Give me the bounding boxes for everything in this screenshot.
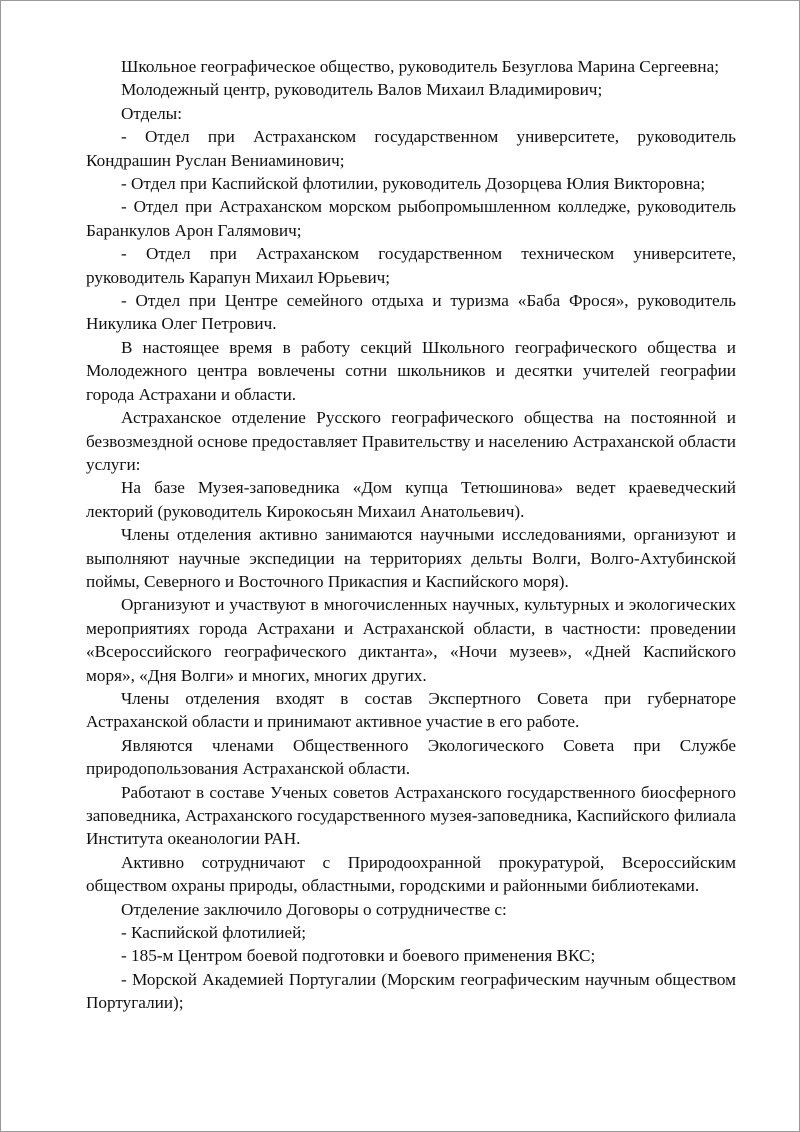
paragraph: - 185-м Центром боевой подготовки и боевого применения ВКС; [121, 946, 596, 966]
paragraph: Астраханское отделение Русского географического общества на постоянной и безвозмездной основе предоставляет Правительству и населению Астраханской области услуги: [86, 408, 736, 474]
paragraph: Активно сотрудничают с Природоохранной прокуратурой, Всероссийским обществом охраны природы, областными, городскими и районными библиотеками. [86, 852, 736, 896]
paragraph: На базе Музея-заповедника «Дом купца Тетюшинова» ведет краеведческий лекторий (руководитель Кирокосьян Михаил Анатольевич). [86, 478, 736, 521]
paragraph: Школьное географическое общество, руководитель Безуглова Марина Сергеевна; [121, 57, 720, 76]
paragraph: Члены отделения входят в состав Экспертного Совета при губернаторе Астраханской области и принимают активное участие в его работе. [86, 688, 736, 732]
paragraph: - Морской Академией Португалии (Морским географическим научным обществом Португалии); [86, 969, 736, 1013]
paragraph: Организуют и участвуют в многочисленных научных, культурных и экологических мероприятиях города Астрахани и Астраханской области, в частности: проведении «Всероссийского географического диктанта», «Ночи музеев», «Дней Каспийского моря», «Дня Волги» и многих, многих других. [86, 595, 736, 685]
paragraph: В настоящее время в работу секций Школьного географического общества и Молодежного центра вовлечены сотни школьников и десятки учителей географии города Астрахани и области. [86, 337, 736, 404]
paragraph: - Отдел при Каспийской флотилии, руководитель Дозорцева Юлия Викторовна; [121, 174, 706, 194]
paragraph: Отделение заключило Договоры о сотрудничестве с: [121, 899, 507, 919]
paragraph: - Отдел при Центре семейного отдыха и туризма «Баба Фрося», руководитель Никулика Олег Петрович. [86, 291, 736, 334]
paragraph: Работают в составе Ученых советов Астраханского государственного биосферного заповедника, Астраханского государственного музея-заповедника, Каспийского филиала Института океанологии РАН. [86, 782, 736, 849]
paragraph: - Отдел при Астраханском государственном техническом университете, руководитель Карапун Михаил Юрьевич; [86, 244, 736, 287]
paragraph: - Отдел при Астраханском морском рыбопромышленном колледже, руководитель Баранкулов Арон Галямович; [86, 197, 736, 240]
paragraph: Молодежный центр, руководитель Валов Михаил Владимирович; [121, 80, 603, 100]
paragraph: Отделы: [121, 103, 182, 123]
paragraph: Являются членами Общественного Экологического Совета при Службе природопользования Астраханской области. [86, 735, 736, 779]
paragraph: Члены отделения активно занимаются научными исследованиями, организуют и выполняют научные экспедиции на территориях дельты Волги, Волго-Ахтубинской поймы, Северного и Восточного Прикаспия и Каспийского моря). [86, 525, 736, 591]
document-body [86, 55, 736, 1015]
paragraph: - Отдел при Астраханском государственном университете, руководитель Кондрашин Руслан Вениаминович; [86, 127, 736, 170]
paragraph: - Каспийской флотилией; [121, 923, 307, 943]
